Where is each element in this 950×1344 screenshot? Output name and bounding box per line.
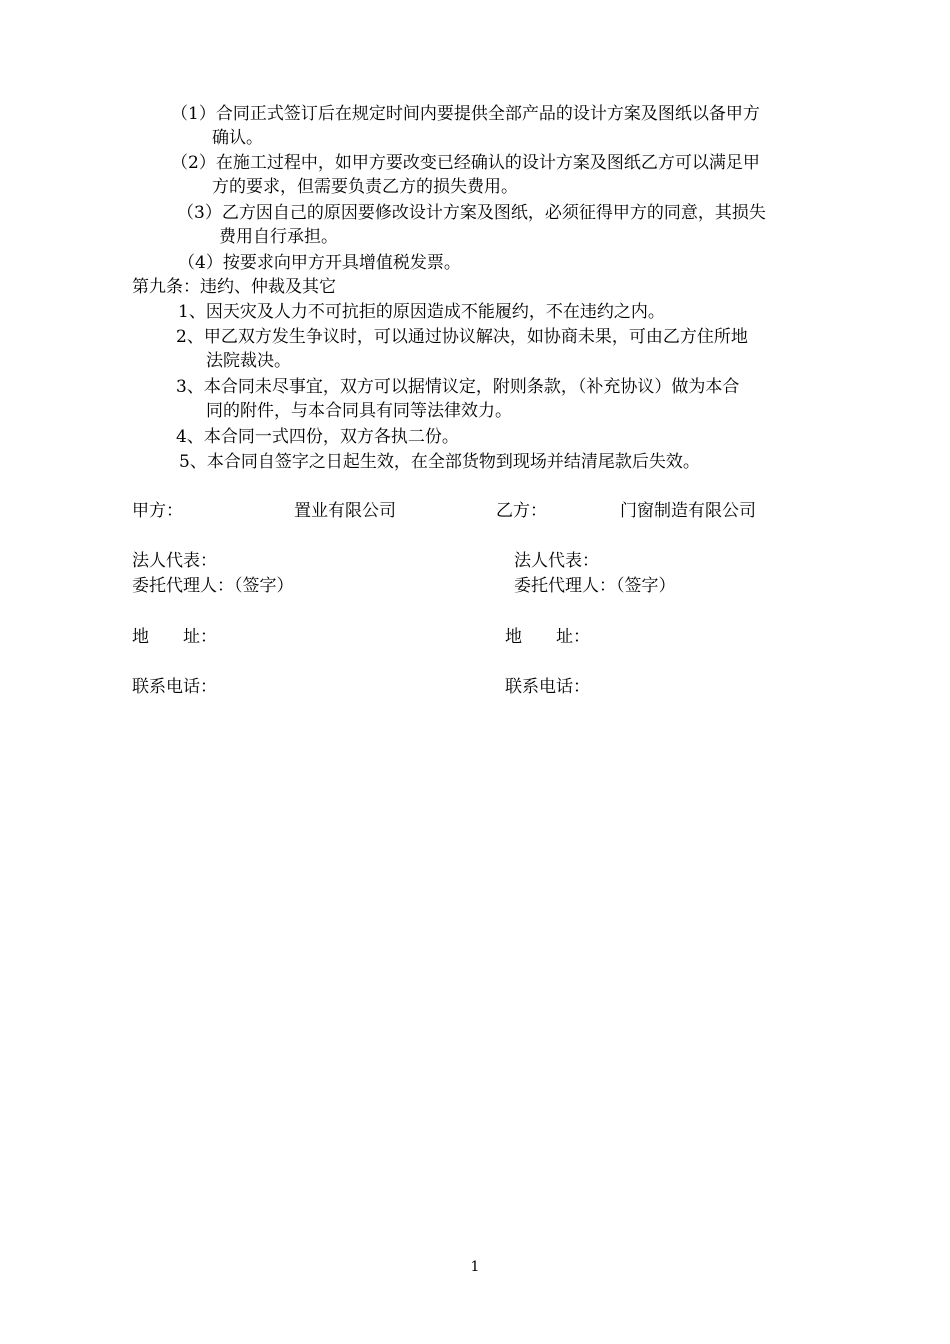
party-a-phone: 联系电话：: [132, 677, 217, 697]
party-b-company: 门窗制造有限公司: [620, 501, 756, 521]
party-b-label: 乙方：: [496, 501, 547, 521]
page-number: 1: [470, 1259, 480, 1275]
obligation-1-line-1: （1）合同正式签订后在规定时间内要提供全部产品的设计方案及图纸以备甲方: [171, 104, 760, 124]
obligation-4-line-1: （4）按要求向甲方开具增值税发票。: [178, 253, 461, 273]
obligation-1-line-2: 确认。: [212, 128, 263, 148]
party-b-address: 地 址：: [505, 627, 590, 647]
party-a-address: 地 址：: [132, 627, 217, 647]
party-b-agent: 委托代理人：（签字）: [514, 576, 676, 596]
article-9-item-4: 4、本合同一式四份，双方各执二份。: [176, 427, 459, 447]
obligation-3-line-1: （3）乙方因自己的原因要修改设计方案及图纸，必须征得甲方的同意，其损失: [177, 203, 766, 223]
article-9-item-2-line-1: 2、甲乙双方发生争议时，可以通过协议解决，如协商未果，可由乙方住所地: [176, 327, 748, 347]
article-9-item-1: 1、因天灾及人力不可抗拒的原因造成不能履约，不在违约之内。: [178, 302, 665, 322]
party-b-phone: 联系电话：: [505, 677, 590, 697]
party-a-legal-rep: 法人代表：: [132, 551, 217, 571]
party-a-company: 置业有限公司: [294, 501, 396, 521]
obligation-2-line-1: （2）在施工过程中，如甲方要改变已经确认的设计方案及图纸乙方可以满足甲: [171, 153, 760, 173]
article-9-item-5: 5、本合同自签字之日起生效，在全部货物到现场并结清尾款后失效。: [179, 452, 700, 472]
article-9-item-3-line-2: 同的附件，与本合同具有同等法律效力。: [206, 401, 512, 421]
party-a-agent: 委托代理人：（签字）: [132, 576, 294, 596]
article-9-item-2-line-2: 法院裁决。: [206, 351, 291, 371]
party-a-label: 甲方：: [132, 501, 183, 521]
obligation-3-line-2: 费用自行承担。: [219, 227, 338, 247]
obligation-2-line-2: 方的要求，但需要负责乙方的损失费用。: [212, 177, 518, 197]
article-9-title: 第九条：违约、仲裁及其它: [132, 277, 336, 297]
party-b-legal-rep: 法人代表：: [514, 551, 599, 571]
article-9-item-3-line-1: 3、本合同未尽事宜，双方可以据情议定，附则条款，（补充协议）做为本合: [176, 377, 740, 397]
